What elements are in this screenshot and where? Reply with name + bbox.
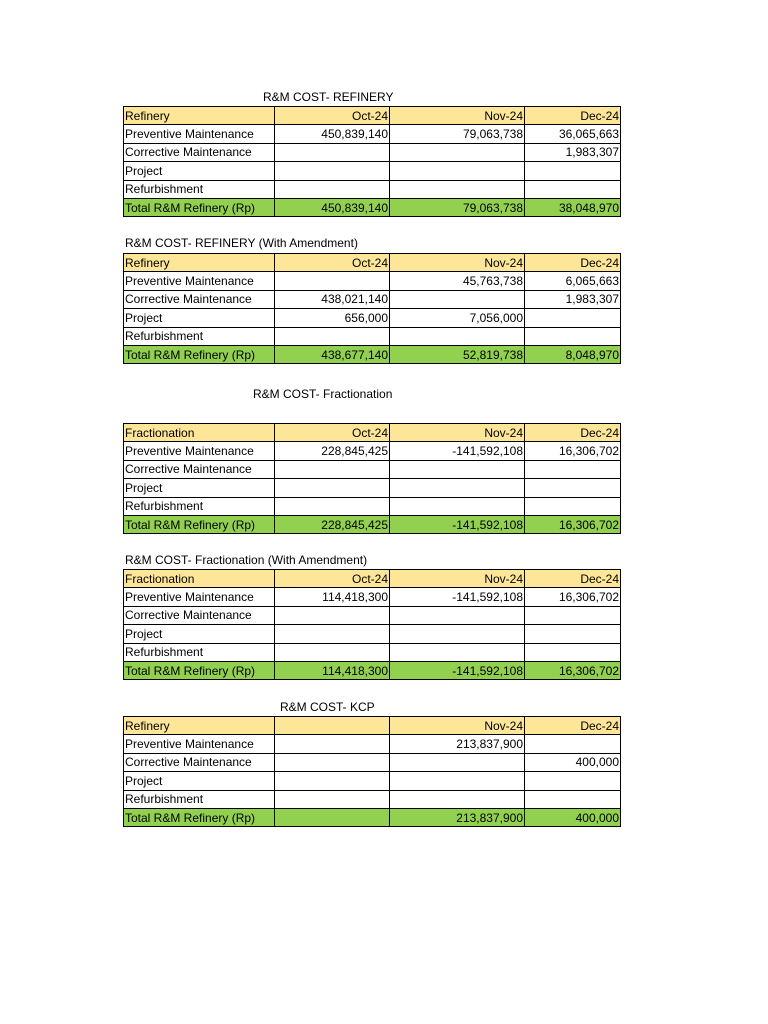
value-cell[interactable] [525,772,621,790]
header-row [124,254,621,272]
total-value-cell[interactable] [275,808,390,826]
total-value-cell[interactable]: 16,306,702 [525,515,621,533]
value-cell[interactable]: 656,000 [275,309,390,327]
fractionation-amendment-cost-table [123,569,621,680]
table-row [124,497,621,515]
value-cell[interactable] [525,497,621,515]
header-row [124,717,621,735]
total-value-cell[interactable]: 400,000 [525,808,621,826]
value-cell[interactable]: 114,418,300 [275,588,390,606]
row-label-cell[interactable]: Project [124,309,275,327]
header-row [124,570,621,588]
value-cell[interactable]: 16,306,702 [525,588,621,606]
value-cell[interactable] [390,772,525,790]
total-value-cell[interactable]: 450,839,140 [275,198,390,216]
total-value-cell[interactable]: 114,418,300 [275,661,390,679]
table-row [124,442,621,460]
row-label-cell[interactable]: Project [124,625,275,643]
table-row [124,290,621,308]
value-cell[interactable] [390,497,525,515]
total-label-cell[interactable]: Total R&M Refinery (Rp) [124,198,275,216]
table-title: R&M COST- REFINERY (With Amendment) [125,236,358,250]
value-cell[interactable] [390,625,525,643]
total-value-cell[interactable]: 213,837,900 [390,808,525,826]
value-cell[interactable]: -141,592,108 [390,442,525,460]
table-row [124,588,621,606]
value-cell[interactable] [275,772,390,790]
month-header-cell[interactable]: Dec-24 [525,254,621,272]
value-cell[interactable] [525,625,621,643]
header-cell[interactable]: Fractionation [124,570,275,588]
total-label-cell[interactable]: Total R&M Refinery (Rp) [124,345,275,363]
value-cell[interactable] [390,327,525,345]
month-header-cell[interactable]: Oct-24 [275,107,390,125]
row-label-cell[interactable]: Corrective Maintenance [124,606,275,624]
table-row [124,180,621,198]
total-value-cell[interactable]: 52,819,738 [390,345,525,363]
value-cell[interactable]: 450,839,140 [275,125,390,143]
value-cell[interactable] [275,606,390,624]
value-cell[interactable] [390,460,525,478]
row-label-cell[interactable]: Corrective Maintenance [124,290,275,308]
header-cell[interactable]: Refinery [124,107,275,125]
table-row [124,753,621,771]
month-header-cell[interactable]: Nov-24 [390,107,525,125]
row-label-cell[interactable]: Preventive Maintenance [124,125,275,143]
value-cell[interactable]: 1,983,307 [525,290,621,308]
month-header-cell[interactable]: Nov-24 [390,254,525,272]
month-header-cell[interactable]: Nov-24 [390,717,525,735]
table-title: R&M COST- KCP [280,700,375,714]
total-row [124,515,621,533]
value-cell[interactable]: 1,983,307 [525,143,621,161]
total-row [124,661,621,679]
row-label-cell[interactable]: Refurbishment [124,327,275,345]
value-cell[interactable] [275,460,390,478]
table-row [124,790,621,808]
total-value-cell[interactable]: 16,306,702 [525,661,621,679]
value-cell[interactable] [275,143,390,161]
total-row [124,198,621,216]
header-cell[interactable]: Fractionation [124,424,275,442]
header-row [124,424,621,442]
table-row [124,309,621,327]
value-cell[interactable] [390,143,525,161]
total-label-cell[interactable]: Total R&M Refinery (Rp) [124,661,275,679]
table-row [124,125,621,143]
table-row [124,625,621,643]
value-cell[interactable] [275,479,390,497]
value-cell[interactable]: 213,837,900 [390,735,525,753]
value-cell[interactable] [390,790,525,808]
month-header-cell[interactable]: Dec-24 [525,107,621,125]
total-row [124,345,621,363]
month-header-cell[interactable]: Nov-24 [390,424,525,442]
month-header-cell[interactable]: Dec-24 [525,570,621,588]
value-cell[interactable]: 79,063,738 [390,125,525,143]
kcp-cost-table [123,716,621,827]
total-value-cell[interactable]: 8,048,970 [525,345,621,363]
table-row [124,735,621,753]
value-cell[interactable]: 228,845,425 [275,442,390,460]
total-value-cell[interactable]: 38,048,970 [525,198,621,216]
value-cell[interactable] [525,606,621,624]
total-value-cell[interactable]: 228,845,425 [275,515,390,533]
value-cell[interactable]: 16,306,702 [525,442,621,460]
value-cell[interactable]: -141,592,108 [390,588,525,606]
value-cell[interactable]: 7,056,000 [390,309,525,327]
value-cell[interactable] [275,790,390,808]
row-label-cell[interactable]: Refurbishment [124,790,275,808]
row-label-cell[interactable]: Corrective Maintenance [124,460,275,478]
month-header-cell[interactable]: Oct-24 [275,570,390,588]
total-value-cell[interactable]: -141,592,108 [390,515,525,533]
value-cell[interactable] [390,180,525,198]
value-cell[interactable] [525,460,621,478]
row-label-cell[interactable]: Project [124,772,275,790]
row-label-cell[interactable]: Preventive Maintenance [124,735,275,753]
table-row [124,643,621,661]
value-cell[interactable] [275,497,390,515]
table-row [124,162,621,180]
row-label-cell[interactable]: Corrective Maintenance [124,143,275,161]
value-cell[interactable]: 36,065,663 [525,125,621,143]
row-label-cell[interactable]: Preventive Maintenance [124,442,275,460]
total-value-cell[interactable]: 79,063,738 [390,198,525,216]
value-cell[interactable] [525,162,621,180]
refinery-amendment-cost-table [123,253,621,364]
value-cell[interactable] [390,479,525,497]
table-row [124,606,621,624]
table-row [124,327,621,345]
table-row [124,479,621,497]
table-row [124,272,621,290]
value-cell[interactable] [525,735,621,753]
value-cell[interactable] [275,625,390,643]
header-cell[interactable]: Refinery [124,717,275,735]
header-cell[interactable]: Refinery [124,254,275,272]
value-cell[interactable] [275,162,390,180]
value-cell[interactable] [525,180,621,198]
header-row [124,107,621,125]
row-label-cell[interactable]: Project [124,162,275,180]
value-cell[interactable]: 400,000 [525,753,621,771]
total-row [124,808,621,826]
month-header-cell[interactable]: Dec-24 [525,717,621,735]
month-header-cell[interactable]: Oct-24 [275,254,390,272]
value-cell[interactable]: 438,021,140 [275,290,390,308]
value-cell[interactable] [390,606,525,624]
month-header-cell[interactable]: Oct-24 [275,424,390,442]
value-cell[interactable] [390,753,525,771]
row-label-cell[interactable]: Refurbishment [124,497,275,515]
value-cell[interactable]: 45,763,738 [390,272,525,290]
value-cell[interactable] [275,753,390,771]
value-cell[interactable] [275,643,390,661]
value-cell[interactable] [525,309,621,327]
value-cell[interactable] [275,735,390,753]
month-header-cell[interactable]: Nov-24 [390,570,525,588]
table-title: R&M COST- Fractionation [253,387,393,401]
row-label-cell[interactable]: Project [124,479,275,497]
row-label-cell[interactable]: Preventive Maintenance [124,272,275,290]
table-row [124,460,621,478]
month-header-cell[interactable]: Dec-24 [525,424,621,442]
total-label-cell[interactable]: Total R&M Refinery (Rp) [124,515,275,533]
fractionation-cost-table [123,423,621,534]
total-value-cell[interactable]: 438,677,140 [275,345,390,363]
row-label-cell[interactable]: Corrective Maintenance [124,753,275,771]
value-cell[interactable] [275,180,390,198]
value-cell[interactable] [525,643,621,661]
month-header-cell[interactable] [275,717,390,735]
table-row [124,143,621,161]
table-title: R&M COST- REFINERY [263,90,394,104]
table-row [124,772,621,790]
value-cell[interactable] [525,327,621,345]
value-cell[interactable]: 6,065,663 [525,272,621,290]
value-cell[interactable] [275,327,390,345]
total-value-cell[interactable]: -141,592,108 [390,661,525,679]
value-cell[interactable] [390,643,525,661]
value-cell[interactable] [525,479,621,497]
value-cell[interactable] [275,272,390,290]
refinery-cost-table [123,106,621,217]
value-cell[interactable] [390,290,525,308]
row-label-cell[interactable]: Preventive Maintenance [124,588,275,606]
value-cell[interactable] [390,162,525,180]
row-label-cell[interactable]: Refurbishment [124,180,275,198]
total-label-cell[interactable]: Total R&M Refinery (Rp) [124,808,275,826]
table-title: R&M COST- Fractionation (With Amendment) [125,553,368,567]
row-label-cell[interactable]: Refurbishment [124,643,275,661]
value-cell[interactable] [525,790,621,808]
